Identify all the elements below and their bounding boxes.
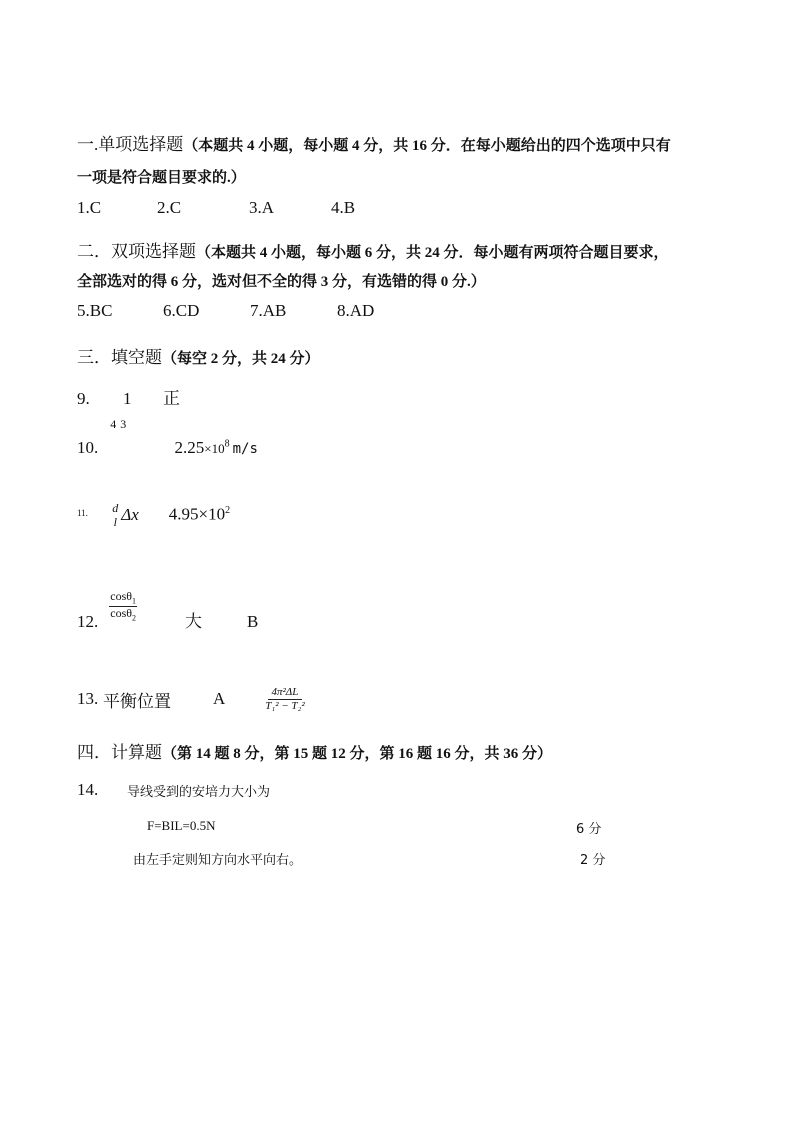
q13-answer-a: 平衡位置 [103,691,171,711]
q10-times: ×10 [204,441,225,456]
answer-3: 3.A [249,198,275,217]
q12-fraction-den: cosθ$_2$ [110,605,136,622]
section-4-title: 四．计算题 [77,743,162,762]
section-4-note: （第 14 题 8 分，第 15 题 12 分，第 16 题 16 分，共 36 分） [162,746,553,762]
question-10 [77,418,258,458]
section-1-note: （本题共 4 小题，每小题 4 分，共 16 分．在每小题给出的四个选项中只有 [183,138,671,154]
section-2-heading [77,237,669,262]
section-2-title: 二．双项选择题 [77,242,196,261]
q12-number: 12. [77,612,99,631]
section-4-heading [77,738,552,763]
question-9 [77,384,180,409]
q11-value: 4.95×10 [168,504,226,524]
q9-number: 9. [77,389,90,408]
q11-fraction-den: l [113,514,117,529]
answer-1: 1.C [77,198,102,217]
q12-fraction-num: cosθ$_1$ [110,589,136,606]
q10-fraction-den: 3 [120,417,127,431]
section-1-answers [77,198,355,218]
q10-unit: m/s [232,441,258,457]
q9-answer-a: 1 [123,389,132,408]
q14-score-2: 2 分 [580,853,606,868]
question-13 [77,686,305,712]
answer-8: 8.AD [337,301,375,320]
section-2-note: （本题共 4 小题，每小题 6 分，共 24 分．每小题有两项符合题目要求， [196,245,669,261]
section-2-answers [77,301,374,321]
question-11 [77,502,230,530]
section-2-note-cont: 全部选对的得 6 分，选对但不全的得 3 分，有选错的得 0 分.） [77,274,486,290]
section-1-heading-cont [77,166,246,187]
q14-intro: 导线受到的安培力大小为 [127,785,271,800]
q11-fraction-num: d [112,501,119,515]
section-3-title: 三．填空题 [77,348,162,367]
question-12 [77,590,258,632]
q13-answer-b: A [213,689,226,709]
answer-5: 5.BC [77,301,113,320]
q12-answer-a: 大 [185,612,202,631]
q13-fraction-num: 4π²ΔL [268,686,303,700]
answer-6: 6.CD [163,301,200,320]
q10-exponent: 8 [224,438,230,450]
q10-fraction [109,418,126,432]
answer-2: 2.C [157,198,182,217]
q14-number: 14. [77,780,99,799]
section-1-heading [77,130,671,155]
q13-fraction [265,686,304,712]
q14-formula: F=BIL=0.5N [147,818,216,833]
section-2-heading-cont [77,270,486,291]
q12-fraction [109,590,137,622]
q10-fraction-num: 4 [110,417,117,431]
section-3-heading [77,343,320,368]
q11-fraction [111,502,119,530]
q11-number: 11. [77,508,88,518]
q9-answer-b: 正 [163,389,180,408]
q13-fraction-den: T₁² − T₂² [265,699,305,712]
q11-exponent: 2 [225,505,231,517]
q10-value: $2.25\times 10^8$ m/s [174,438,258,457]
answer-4: 4.B [331,198,356,217]
q14-score-1: 6 分 [576,822,602,837]
section-1-note-cont: 一项是符合题目要求的.） [77,170,246,186]
q12-answer-b: B [247,612,259,631]
q14-direction: 由左手定则知方向水平向右。 [133,853,303,868]
section-3-note: （每空 2 分，共 24 分） [162,351,320,367]
q11-delta-x: Δx [121,504,139,524]
q10-number: 10. [77,438,99,457]
answer-7: 7.AB [250,301,287,320]
section-1-title: 一.单项选择题 [77,135,184,154]
q13-number: 13. [77,689,99,709]
